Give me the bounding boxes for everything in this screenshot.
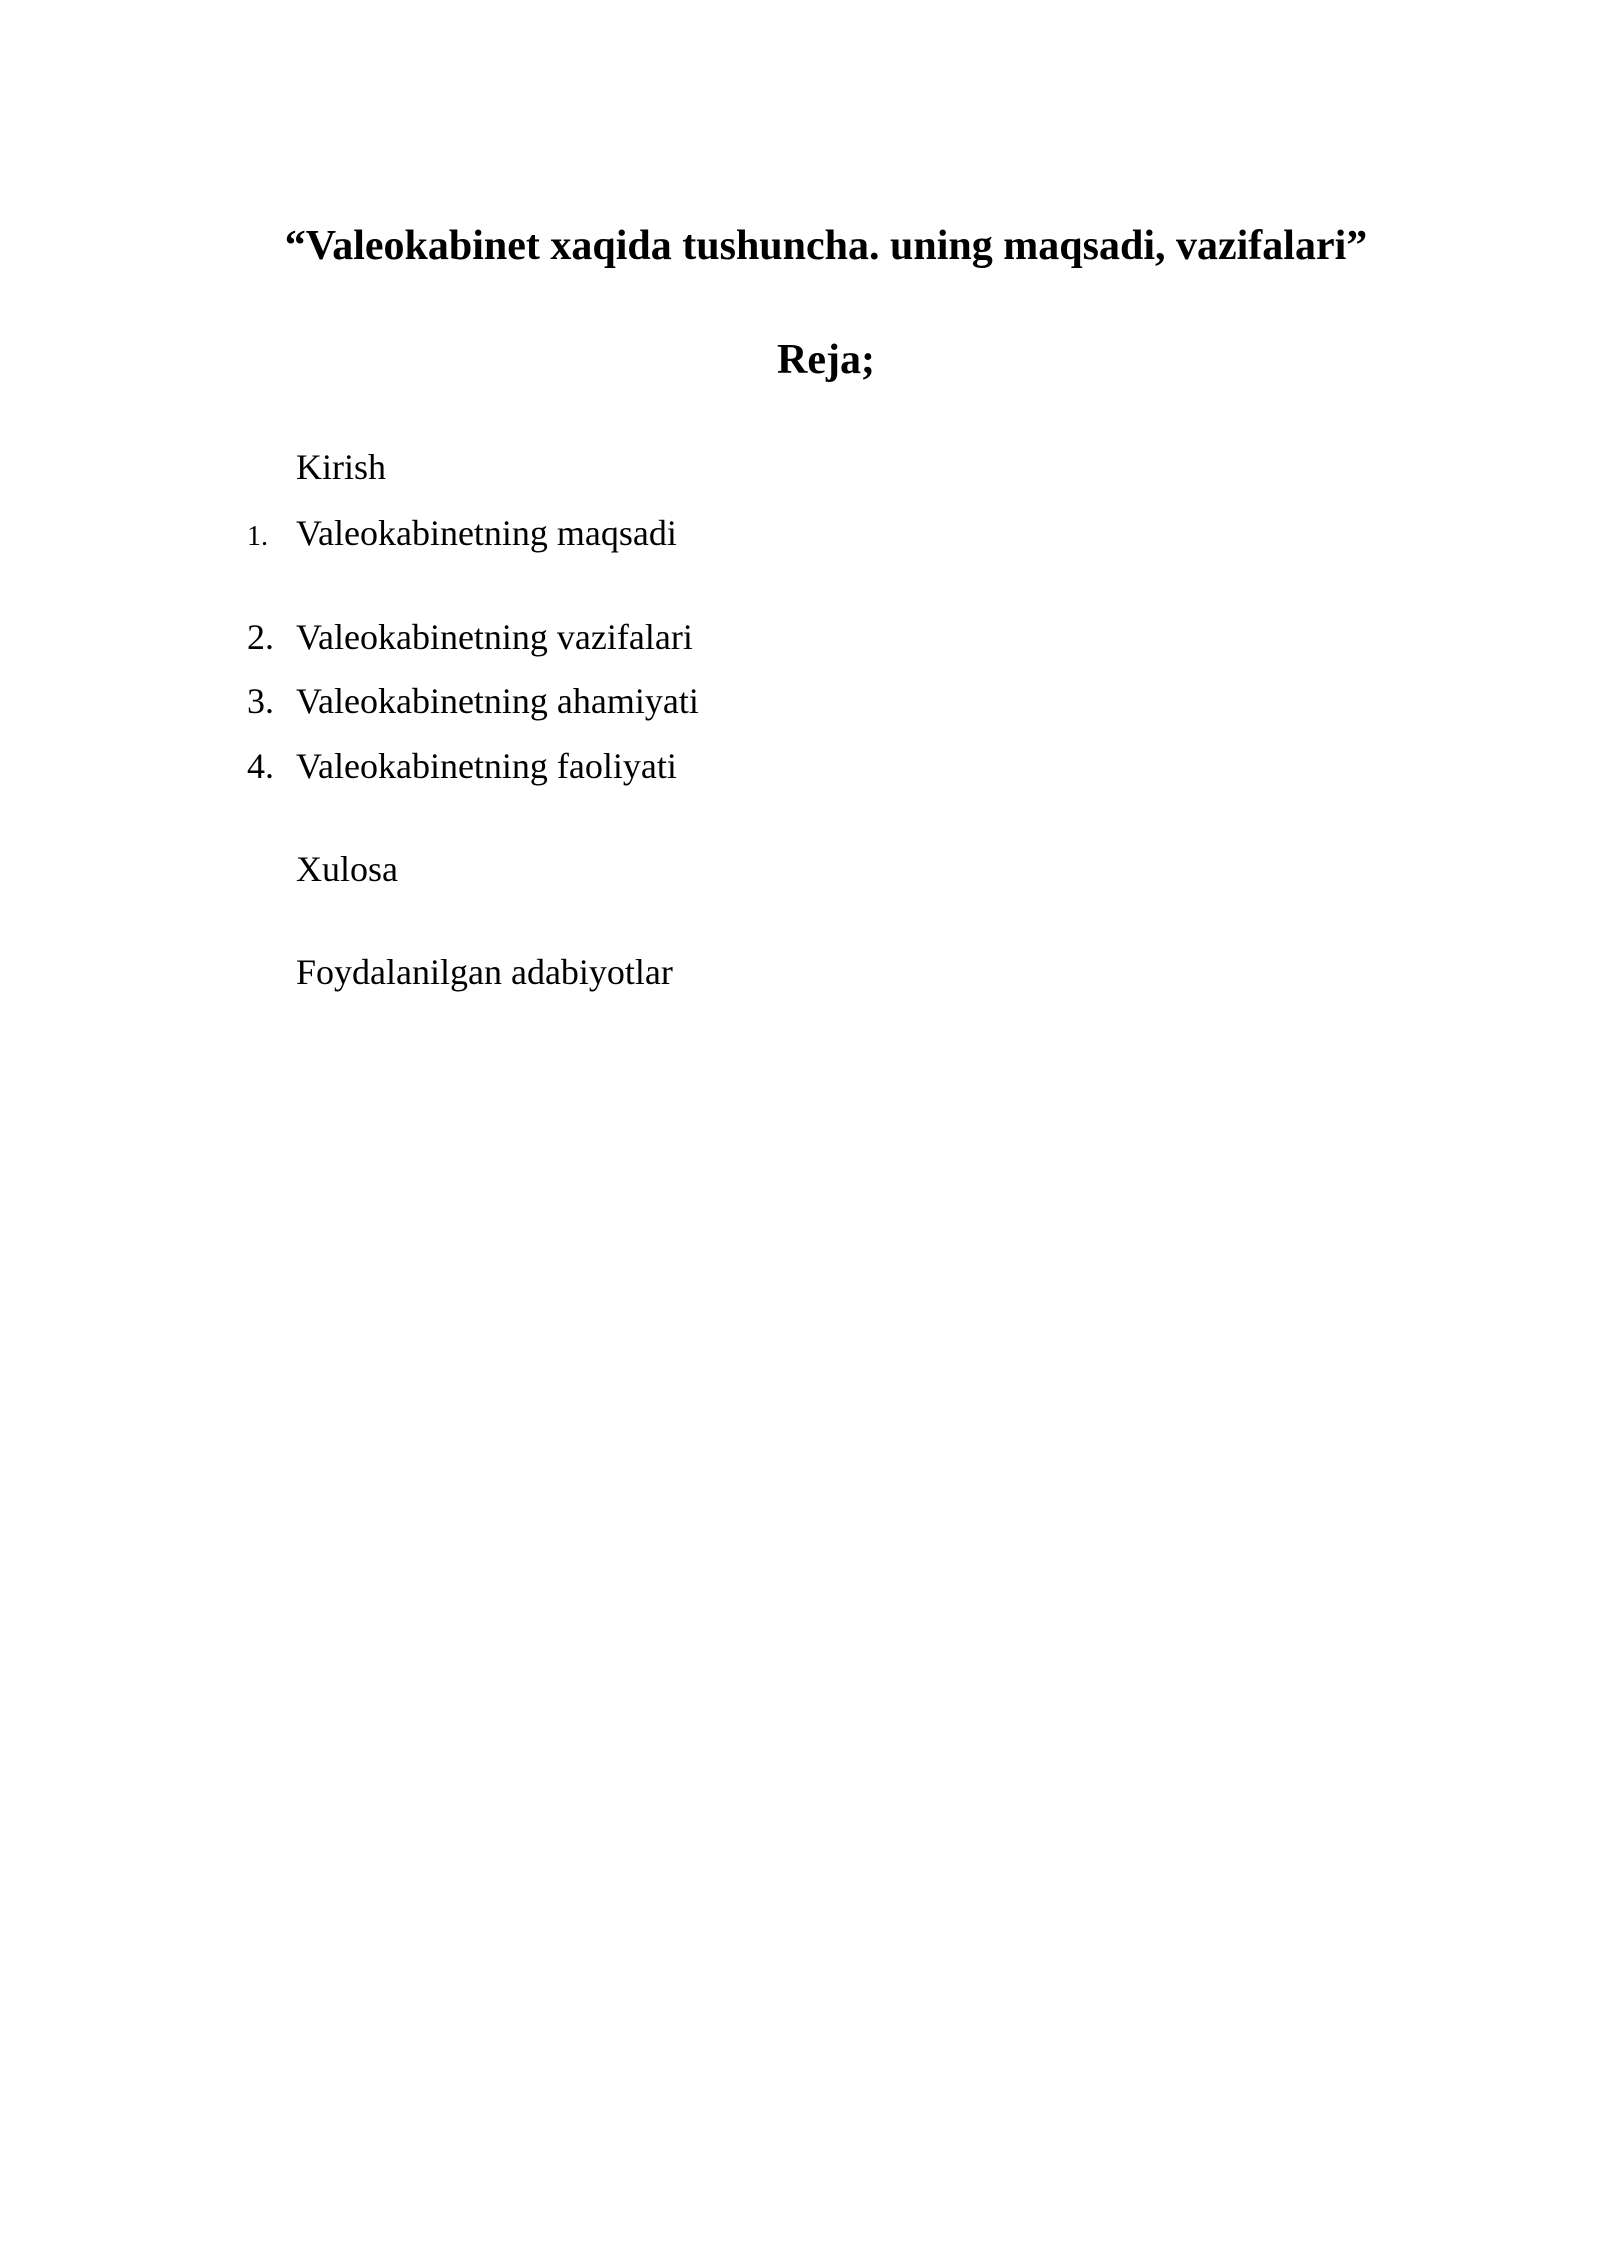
list-item: Valeokabinetning ahamiyati [296, 681, 699, 721]
references-line: Foydalanilgan adabiyotlar [296, 952, 673, 992]
list-item-number: 4. [247, 746, 274, 786]
conclusion-line: Xulosa [296, 849, 398, 889]
document-title: “Valeokabinet xaqida tushuncha. uning maqsadi, vazifalari” [284, 223, 1368, 269]
list-item: Valeokabinetning maqsadi [296, 513, 677, 553]
list-item-number: 1. [247, 521, 268, 552]
list-item-number: 2. [247, 617, 274, 657]
plan-heading: Reja; [777, 337, 875, 383]
list-item: Valeokabinetning vazifalari [296, 617, 693, 657]
list-item-number: 3. [247, 681, 274, 721]
list-item: Valeokabinetning faoliyati [296, 746, 677, 786]
intro-line: Kirish [296, 447, 386, 487]
